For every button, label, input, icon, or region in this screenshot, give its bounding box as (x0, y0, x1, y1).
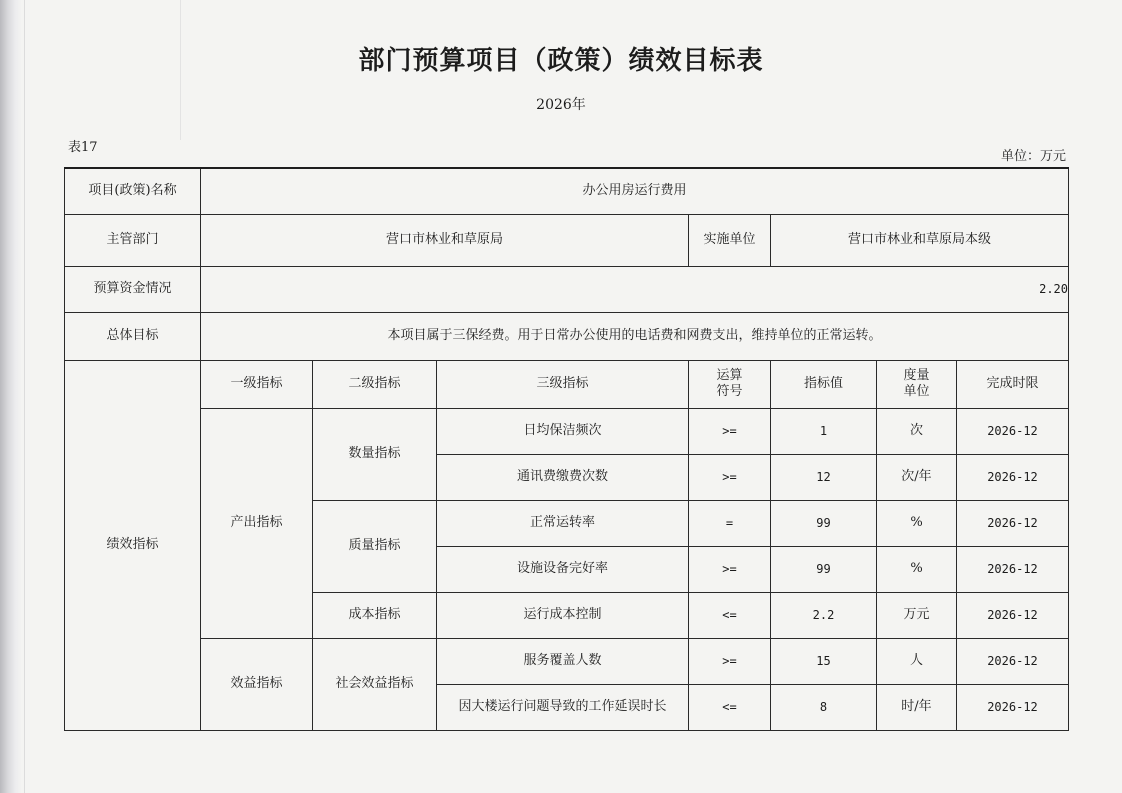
row-operator: >= (689, 454, 771, 500)
row-unit: % (877, 500, 957, 546)
impl-value: 营口市林业和草原局本级 (771, 214, 1069, 266)
row-unit: 万元 (877, 592, 957, 638)
group-benefit: 效益指标 (201, 638, 313, 730)
page-binding-shadow (0, 0, 22, 793)
dept-label: 主管部门 (65, 214, 201, 266)
header-level2: 二级指标 (313, 360, 437, 408)
row-operator: >= (689, 408, 771, 454)
row-deadline: 2026-12 (957, 408, 1069, 454)
row-unit: % (877, 546, 957, 592)
header-operator (689, 360, 771, 408)
project-name-value: 办公用房运行费用 (201, 168, 1069, 214)
perf-section-label: 绩效指标 (65, 360, 201, 730)
impl-label: 实施单位 (689, 214, 771, 266)
page-edge-line (24, 0, 25, 793)
dept-value: 营口市林业和草原局 (201, 214, 689, 266)
row-value: 99 (771, 546, 877, 592)
project-name-row (65, 168, 1069, 214)
performance-target-table (64, 167, 1069, 731)
header-level3: 三级指标 (437, 360, 689, 408)
currency-unit: 单位：万元 (1000, 149, 1066, 164)
row-deadline: 2026-12 (957, 638, 1069, 684)
budget-label: 预算资金情况 (65, 266, 201, 312)
row-unit: 人 (877, 638, 957, 684)
indicator-header-row (65, 360, 1069, 408)
header-unit-text: 度量单位 (903, 367, 930, 399)
group-quantity: 数量指标 (313, 408, 437, 500)
budget-row (65, 266, 1069, 312)
row-indicator: 日均保洁频次 (437, 408, 689, 454)
row-value: 1 (771, 408, 877, 454)
header-deadline: 完成时限 (957, 360, 1069, 408)
goal-value: 本项目属于三保经费。用于日常办公使用的电话费和网费支出，维持单位的正常运转。 (201, 312, 1069, 360)
row-deadline: 2026-12 (957, 546, 1069, 592)
row-deadline: 2026-12 (957, 454, 1069, 500)
header-operator-text: 运算符号 (716, 367, 743, 399)
group-social: 社会效益指标 (313, 638, 437, 730)
group-output: 产出指标 (201, 408, 313, 638)
row-indicator: 服务覆盖人数 (437, 638, 689, 684)
document-title: 部门预算项目（政策）绩效目标表 (358, 46, 764, 76)
row-operator: >= (689, 638, 771, 684)
header-value: 指标值 (771, 360, 877, 408)
row-indicator: 通讯费缴费次数 (437, 454, 689, 500)
row-value: 15 (771, 638, 877, 684)
group-cost: 成本指标 (313, 592, 437, 638)
row-operator: = (689, 500, 771, 546)
overall-goal-row (65, 312, 1069, 360)
table-row (65, 638, 1069, 684)
table-row (65, 408, 1069, 454)
row-value: 12 (771, 454, 877, 500)
project-name-label: 项目(政策)名称 (65, 168, 201, 214)
row-indicator: 因大楼运行问题导致的工作延误时长 (437, 684, 689, 730)
table-number: 表17 (68, 140, 98, 155)
row-value: 8 (771, 684, 877, 730)
group-quality: 质量指标 (313, 500, 437, 592)
row-deadline: 2026-12 (957, 592, 1069, 638)
row-indicator: 设施设备完好率 (437, 546, 689, 592)
budget-year: 2026年 (536, 97, 586, 113)
header-unit (877, 360, 957, 408)
header-level1: 一级指标 (201, 360, 313, 408)
department-row (65, 214, 1069, 266)
row-deadline: 2026-12 (957, 500, 1069, 546)
row-indicator: 正常运转率 (437, 500, 689, 546)
row-operator: <= (689, 592, 771, 638)
row-operator: >= (689, 546, 771, 592)
row-deadline: 2026-12 (957, 684, 1069, 730)
row-operator: <= (689, 684, 771, 730)
goal-label: 总体目标 (65, 312, 201, 360)
row-unit: 时/年 (877, 684, 957, 730)
row-value: 2.2 (771, 592, 877, 638)
budget-value: 2.20 (201, 266, 1069, 312)
row-value: 99 (771, 500, 877, 546)
row-indicator: 运行成本控制 (437, 592, 689, 638)
row-unit: 次 (877, 408, 957, 454)
row-unit: 次/年 (877, 454, 957, 500)
